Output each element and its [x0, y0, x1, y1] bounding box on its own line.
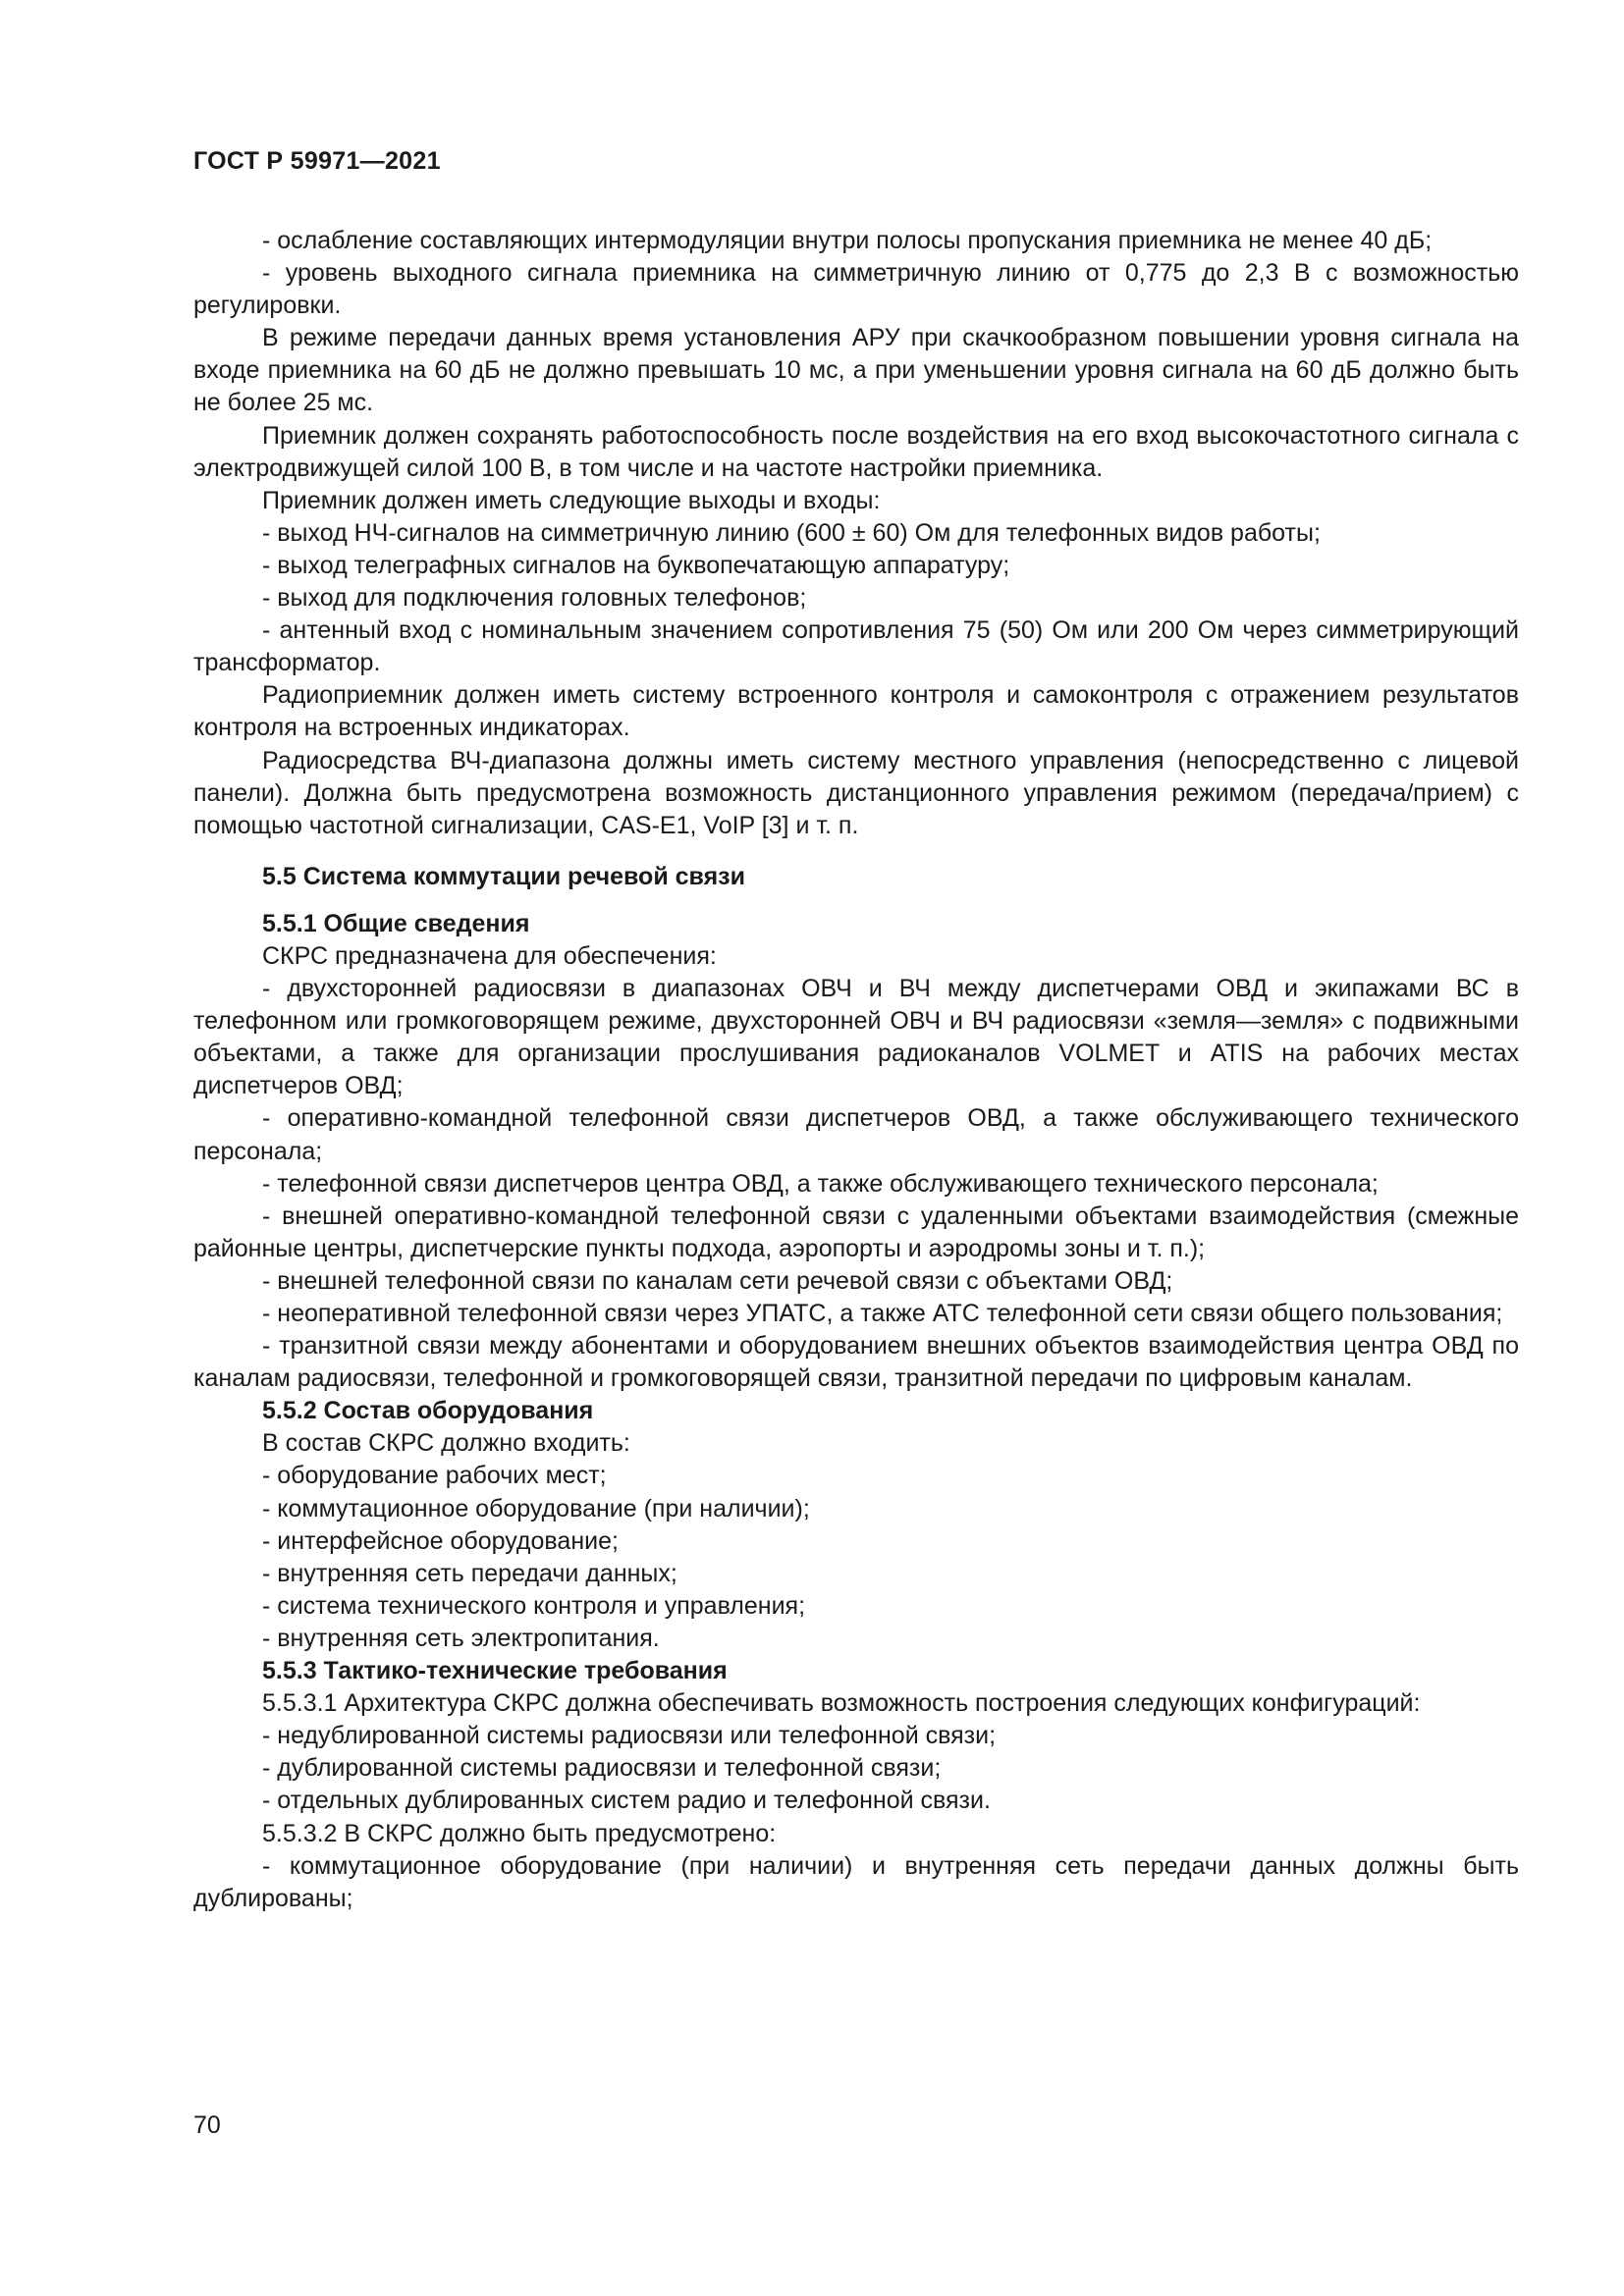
paragraph: Приемник должен иметь следующие выходы и входы: — [262, 486, 881, 514]
paragraph: СКРС предназначена для обеспечения: — [262, 941, 717, 970]
list-item: - система технического контроля и управления; — [262, 1591, 806, 1620]
list-item: - оперативно-командной телефонной связи диспетчеров ОВД, а также обслуживающего технического персонала; — [193, 1104, 1519, 1165]
paragraph: Радиосредства ВЧ-диапазона должны иметь систему местного управления (непосредственно с лицевой панели). Должна быть предусмотрена возможность дистанционного управления режимом (передача/прием) с помощью частотной сигнализации, CAS-E1, VoIP [3] и т. п. — [193, 746, 1519, 839]
list-item: - транзитной связи между абонентами и оборудованием внешних объектов взаимодействия центра ОВД по каналам радиосвязи, телефонной и громкоговорящей связи, транзитной передачи по цифровым каналам. — [193, 1332, 1519, 1393]
section-heading: 5.5.2 Состав оборудования — [262, 1397, 594, 1425]
list-item: - внешней оперативно-командной телефонной связи с удаленными объектами взаимодействия (смежные районные центры, диспетчерские пункты подхода, аэропорты и аэродромы зоны и т. п.); — [193, 1201, 1519, 1262]
paragraph: Радиоприемник должен иметь систему встроенного контроля и самоконтроля с отражением результатов контроля на встроенных индикаторах. — [193, 681, 1519, 742]
list-item: - коммутационное оборудование (при наличии) и внутренняя сеть передачи данных должны быть дублированы; — [193, 1851, 1519, 1912]
paragraph: В режиме передачи данных время установления АРУ при скачкообразном повышении уровня сигнала на входе приемника на 60 дБ не должно превышать 10 мс, а при уменьшении уровня сигнала на 60 дБ должно быть не более 25 мс. — [193, 324, 1519, 417]
list-item: - внутренняя сеть передачи данных; — [262, 1559, 677, 1587]
list-item: - интерфейсное оборудование; — [262, 1526, 619, 1555]
list-item: - коммутационное оборудование (при наличии); — [262, 1494, 810, 1522]
document-body — [193, 225, 1519, 1915]
list-item: - телефонной связи диспетчеров центра ОВД, а также обслуживающего технического персонала; — [262, 1169, 1379, 1198]
list-item: - выход телеграфных сигналов на буквопечатающую аппаратуру; — [262, 551, 1010, 579]
section-heading: 5.5 Система коммутации речевой связи — [262, 862, 745, 890]
section-heading: 5.5.1 Общие сведения — [262, 909, 530, 937]
document-header: ГОСТ Р 59971—2021 — [193, 147, 441, 175]
paragraph: 5.5.3.2 В СКРС должно быть предусмотрено: — [262, 1819, 777, 1847]
list-item: - оборудование рабочих мест; — [262, 1462, 607, 1490]
list-item: - недублированной системы радиосвязи или телефонной связи; — [262, 1722, 997, 1750]
list-item: - ослабление составляющих интермодуляции внутри полосы пропускания приемника не менее 40 дБ; — [262, 227, 1433, 254]
list-item: - выход НЧ-сигналов на симметричную линию (600 ± 60) Ом для телефонных видов работы; — [262, 518, 1321, 547]
list-item: - дублированной системы радиосвязи и телефонной связи; — [262, 1754, 942, 1783]
list-item: - отдельных дублированных систем радио и телефонной связи. — [262, 1787, 991, 1815]
list-item: - неоперативной телефонной связи через УПАТС, а также АТС телефонной сети связи общего пользования; — [262, 1300, 1503, 1327]
page-number: 70 — [193, 2111, 221, 2139]
section-heading: 5.5.3 Тактико-технические требования — [262, 1657, 728, 1685]
paragraph: Приемник должен сохранять работоспособность после воздействия на его вход высокочастотного сигнала с электродвижущей силой 100 В, в том числе и на частоте настройки приемника. — [193, 421, 1519, 482]
list-item: - антенный вход с номинальным значением сопротивления 75 (50) Ом или 200 Ом через симметрирующий трансформатор. — [193, 616, 1519, 677]
list-item: - уровень выходного сигнала приемника на симметричную линию от 0,775 до 2,3 В с возможностью регулировки. — [193, 259, 1519, 320]
paragraph: В состав СКРС должно входить: — [262, 1429, 630, 1458]
list-item: - внешней телефонной связи по каналам сети речевой связи с объектами ОВД; — [262, 1266, 1173, 1295]
list-item: - двухсторонней радиосвязи в диапазонах ОВЧ и ВЧ между диспетчерами ОВД и экипажами ВС в телефонном или громкоговорящем режиме, двухсторонней ОВЧ и ВЧ радиосвязи «земля—земля» с подвижными объектами, а также для организации прослушивания радиоканалов VOLMET и ATIS на рабочих местах диспетчеров ОВД; — [193, 975, 1519, 1100]
list-item: - внутренняя сеть электропитания. — [262, 1624, 660, 1652]
paragraph: 5.5.3.1 Архитектура СКРС должна обеспечивать возможность построения следующих конфигураций: — [262, 1689, 1421, 1718]
list-item: - выход для подключения головных телефонов; — [262, 584, 807, 613]
